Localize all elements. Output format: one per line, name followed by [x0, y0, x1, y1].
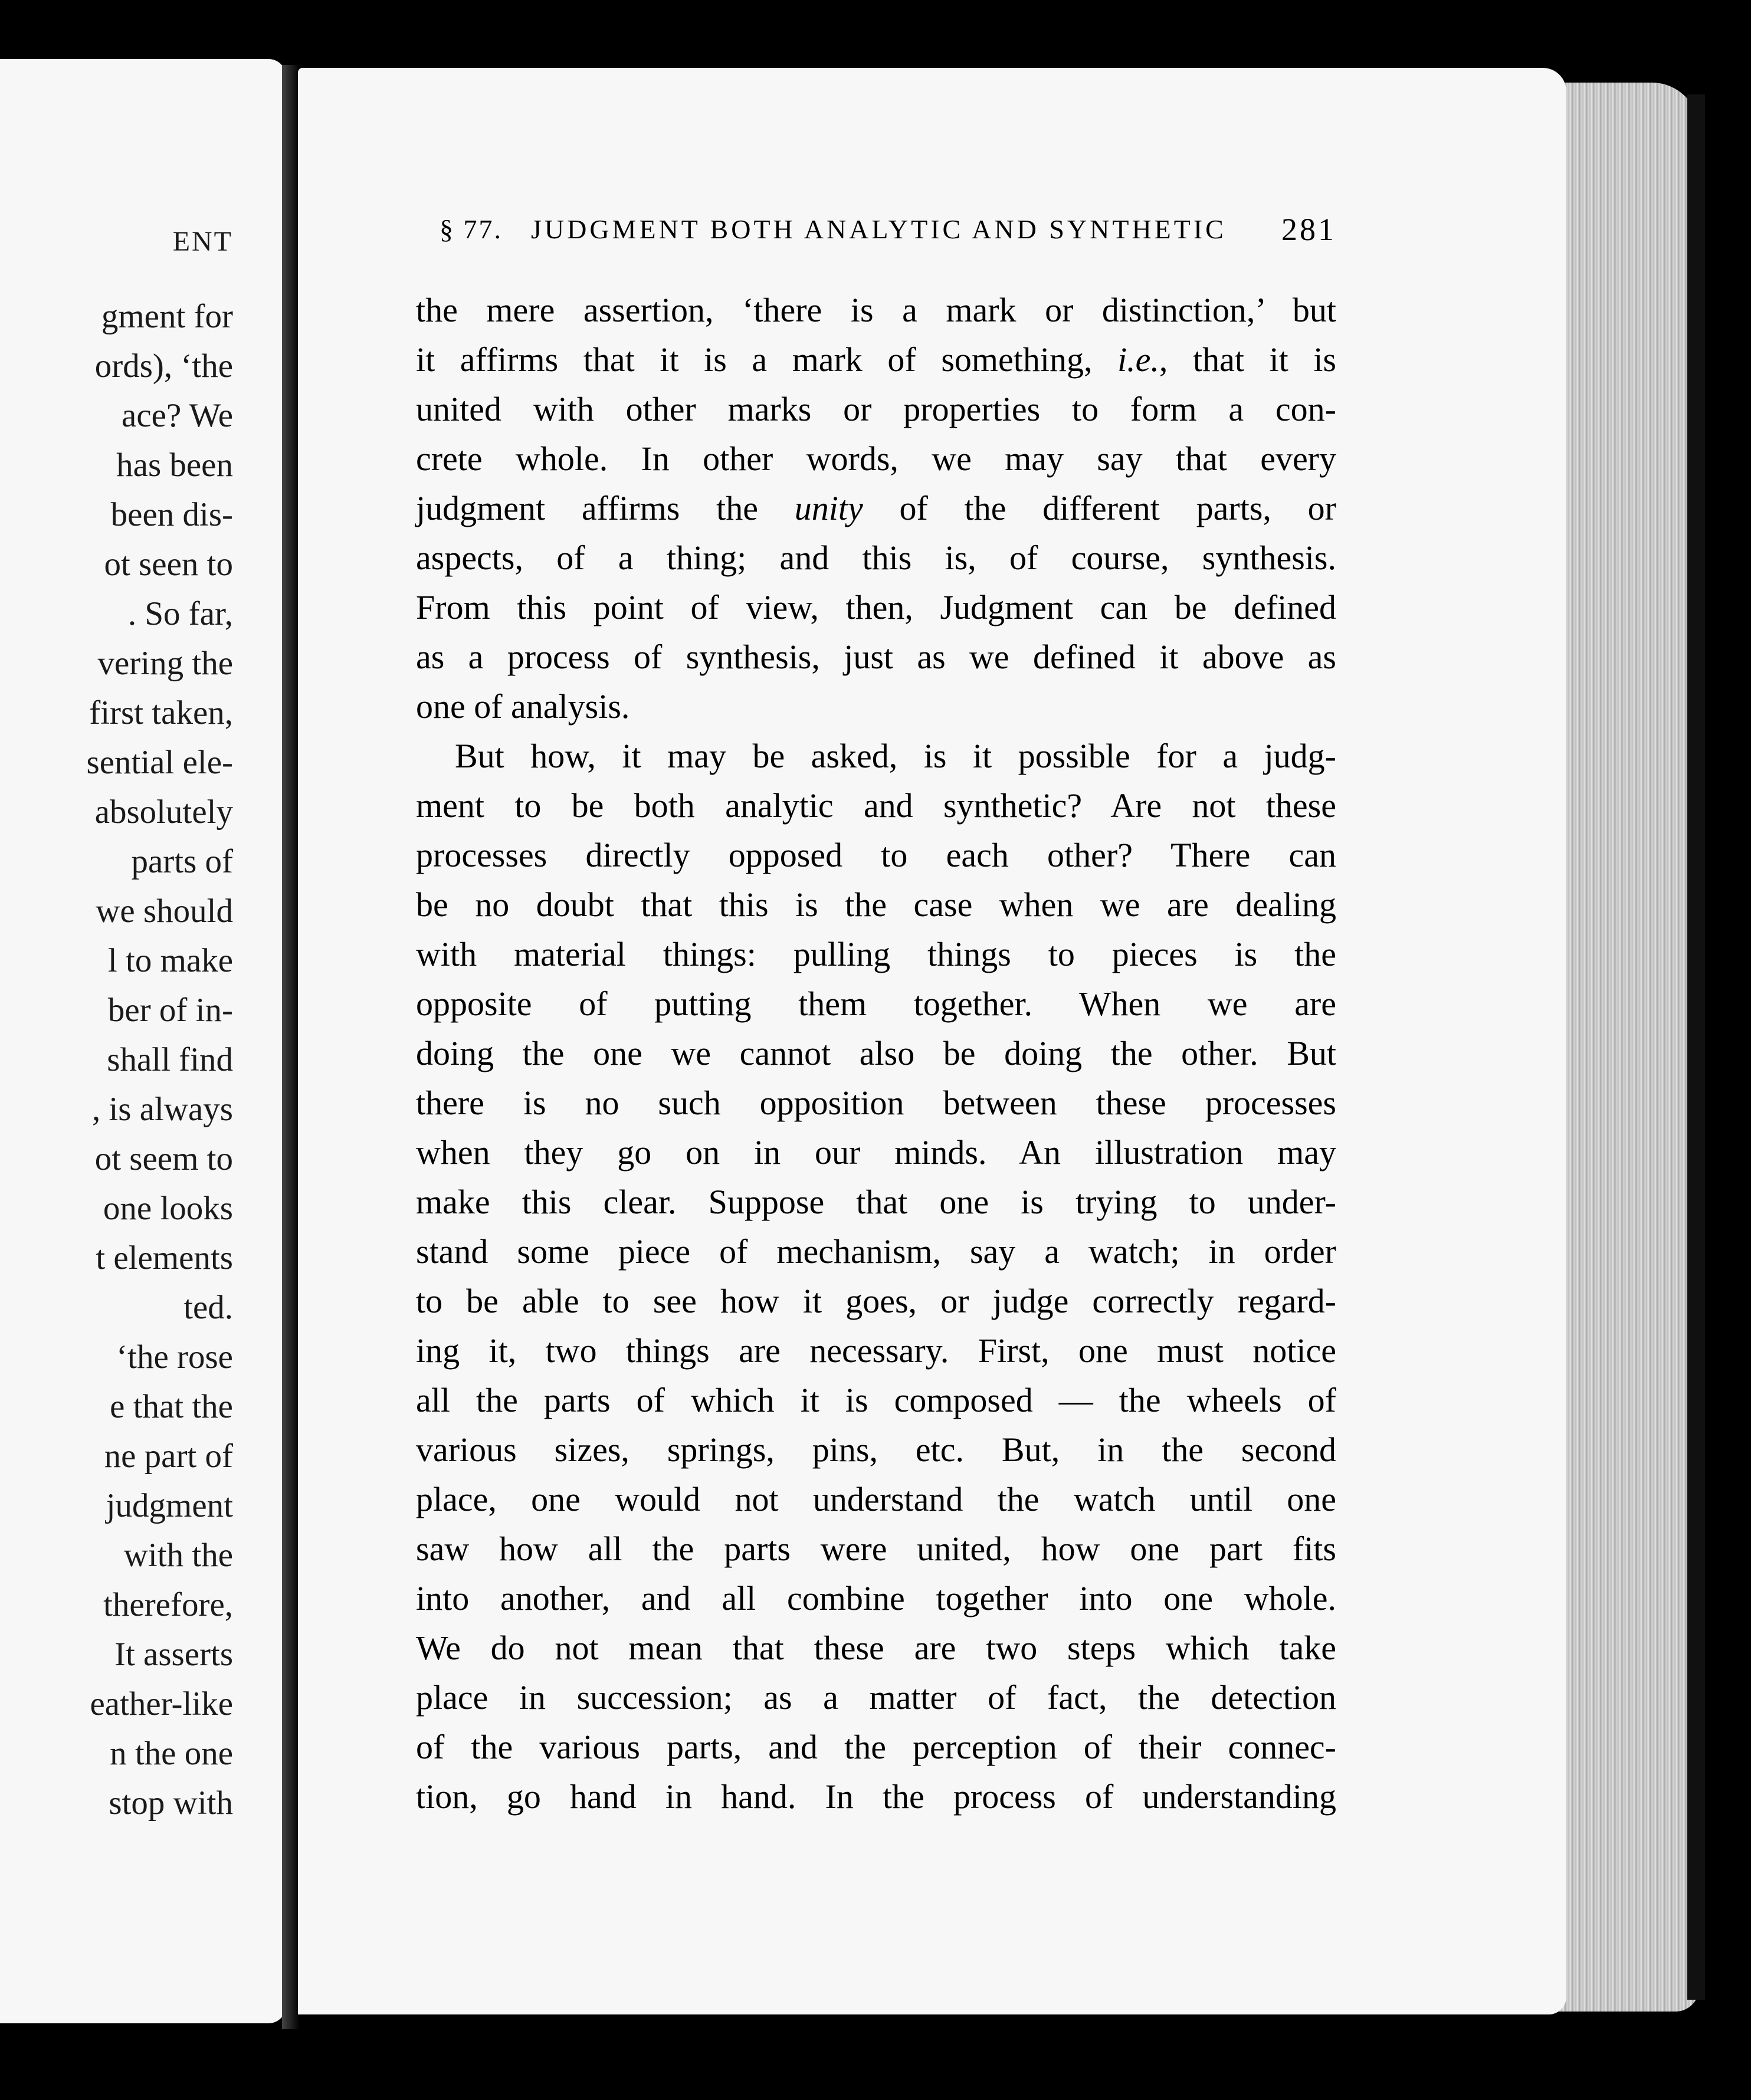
- text-line: We do not mean that these are two steps which take: [416, 1629, 1336, 1667]
- text-line: stand some piece of mechanism, say a watch; in order: [416, 1232, 1336, 1271]
- left-text-line: shall find: [107, 1041, 233, 1078]
- text-fragment: judgment affirms the: [416, 489, 758, 527]
- left-text-line: , is always: [91, 1091, 233, 1128]
- left-text-line: with the: [123, 1537, 233, 1574]
- text-line: [416, 484, 1336, 533]
- text-line: ing it, two things are necessary. First, one must notice: [416, 1331, 1336, 1370]
- text-line: all the parts of which it is composed — the wheels of: [416, 1381, 1336, 1419]
- text-line: place, one would not understand the watch until one: [416, 1480, 1336, 1518]
- left-text-line: e that the: [110, 1388, 233, 1425]
- text-line: as a process of synthesis, just as we defined it above as: [416, 638, 1336, 676]
- left-text-line: ‘the rose: [116, 1338, 233, 1376]
- text-line: crete whole. In other words, we may say that every: [416, 439, 1336, 478]
- text-line: the mere assertion, ‘there is a mark or distinction,’ but: [416, 291, 1336, 329]
- text-line: But how, it may be asked, is it possible for a judg-: [455, 737, 1336, 775]
- text-fragment: , that it is: [1159, 340, 1337, 379]
- text-fragment: it affirms that it is a mark of something,: [416, 340, 1093, 379]
- page-edges: [1546, 83, 1699, 2012]
- left-text-line: we should: [96, 892, 233, 930]
- left-text-line: n the one: [110, 1735, 233, 1772]
- body-text: [416, 286, 1336, 1822]
- left-text-line: ne part of: [104, 1438, 233, 1475]
- text-line: various sizes, springs, pins, etc. But, in the second: [416, 1430, 1336, 1469]
- left-text-line: one looks: [103, 1190, 233, 1227]
- text-line: saw how all the parts were united, how one part fits: [416, 1530, 1336, 1568]
- left-text-line: sential ele-: [86, 744, 233, 781]
- left-page-text: [0, 292, 233, 1828]
- left-text-line: ber of in-: [107, 992, 233, 1029]
- left-page: [0, 59, 286, 2023]
- left-text-line: t elements: [96, 1239, 233, 1277]
- text-line: tion, go hand in hand. In the process of understanding: [416, 1777, 1336, 1816]
- text-line: to be able to see how it goes, or judge correctly regard-: [416, 1282, 1336, 1320]
- text-line: doing the one we cannot also be doing the other. But: [416, 1034, 1336, 1072]
- left-text-line: parts of: [131, 843, 233, 880]
- text-fragment: of the different parts, or: [863, 489, 1336, 527]
- left-text-line: has been: [116, 447, 233, 484]
- text-line: [416, 335, 1336, 385]
- text-line: processes directly opposed to each other? There can: [416, 836, 1336, 874]
- section-mark: § 77.: [440, 214, 503, 244]
- left-text-line: ted.: [183, 1289, 233, 1326]
- header-title: JUDGMENT BOTH ANALYTIC AND SYNTHETIC: [531, 214, 1227, 244]
- book-gutter: [282, 65, 300, 2029]
- left-text-line: ace? We: [122, 397, 233, 434]
- left-text-line: l to make: [107, 942, 233, 979]
- left-text-line: ot seem to: [94, 1140, 233, 1177]
- text-line: united with other marks or properties to form a con-: [416, 390, 1336, 428]
- text-line: make this clear. Suppose that one is trying to under-: [416, 1183, 1336, 1221]
- text-line: be no doubt that this is the case when we are dealing: [416, 885, 1336, 924]
- text-line: there is no such opposition between these processes: [416, 1084, 1336, 1122]
- text-line: of the various parts, and the perception of their connec-: [416, 1728, 1336, 1766]
- text-line: one of analysis.: [416, 687, 630, 726]
- text-line: when they go on in our minds. An illustration may: [416, 1133, 1336, 1172]
- italic-text: i.e.: [1117, 340, 1159, 379]
- left-text-line: gment for: [101, 298, 233, 335]
- left-text-line: absolutely: [94, 793, 233, 831]
- left-text-line: been dis-: [110, 496, 233, 533]
- page-number: 281: [1281, 212, 1336, 247]
- text-line: with material things: pulling things to pieces is the: [416, 935, 1336, 973]
- left-text-line: ords), ‘the: [94, 347, 233, 385]
- left-text-line: first taken,: [89, 694, 233, 731]
- left-running-header: ENT: [172, 226, 233, 257]
- left-text-line: judgment: [106, 1487, 233, 1524]
- text-line: into another, and all combine together into one whole.: [416, 1579, 1336, 1617]
- left-text-line: It asserts: [114, 1636, 233, 1673]
- left-text-line: stop with: [109, 1784, 233, 1822]
- italic-text: unity: [794, 489, 863, 527]
- text-line: ment to be both analytic and synthetic? Are not these: [416, 786, 1336, 825]
- left-text-line: vering the: [97, 645, 233, 682]
- running-header: [440, 214, 1336, 249]
- text-line: aspects, of a thing; and this is, of course, synthesis.: [416, 539, 1336, 577]
- text-line: place in succession; as a matter of fact, the detection: [416, 1678, 1336, 1717]
- book-edge-shadow: [1687, 94, 1705, 2000]
- left-text-line: eather-like: [90, 1685, 233, 1722]
- text-line: opposite of putting them together. When we are: [416, 985, 1336, 1023]
- left-text-line: therefore,: [103, 1586, 233, 1623]
- left-text-line: ot seen to: [104, 546, 233, 583]
- left-text-line: . So far,: [127, 595, 233, 632]
- text-line: From this point of view, then, Judgment can be defined: [416, 588, 1336, 626]
